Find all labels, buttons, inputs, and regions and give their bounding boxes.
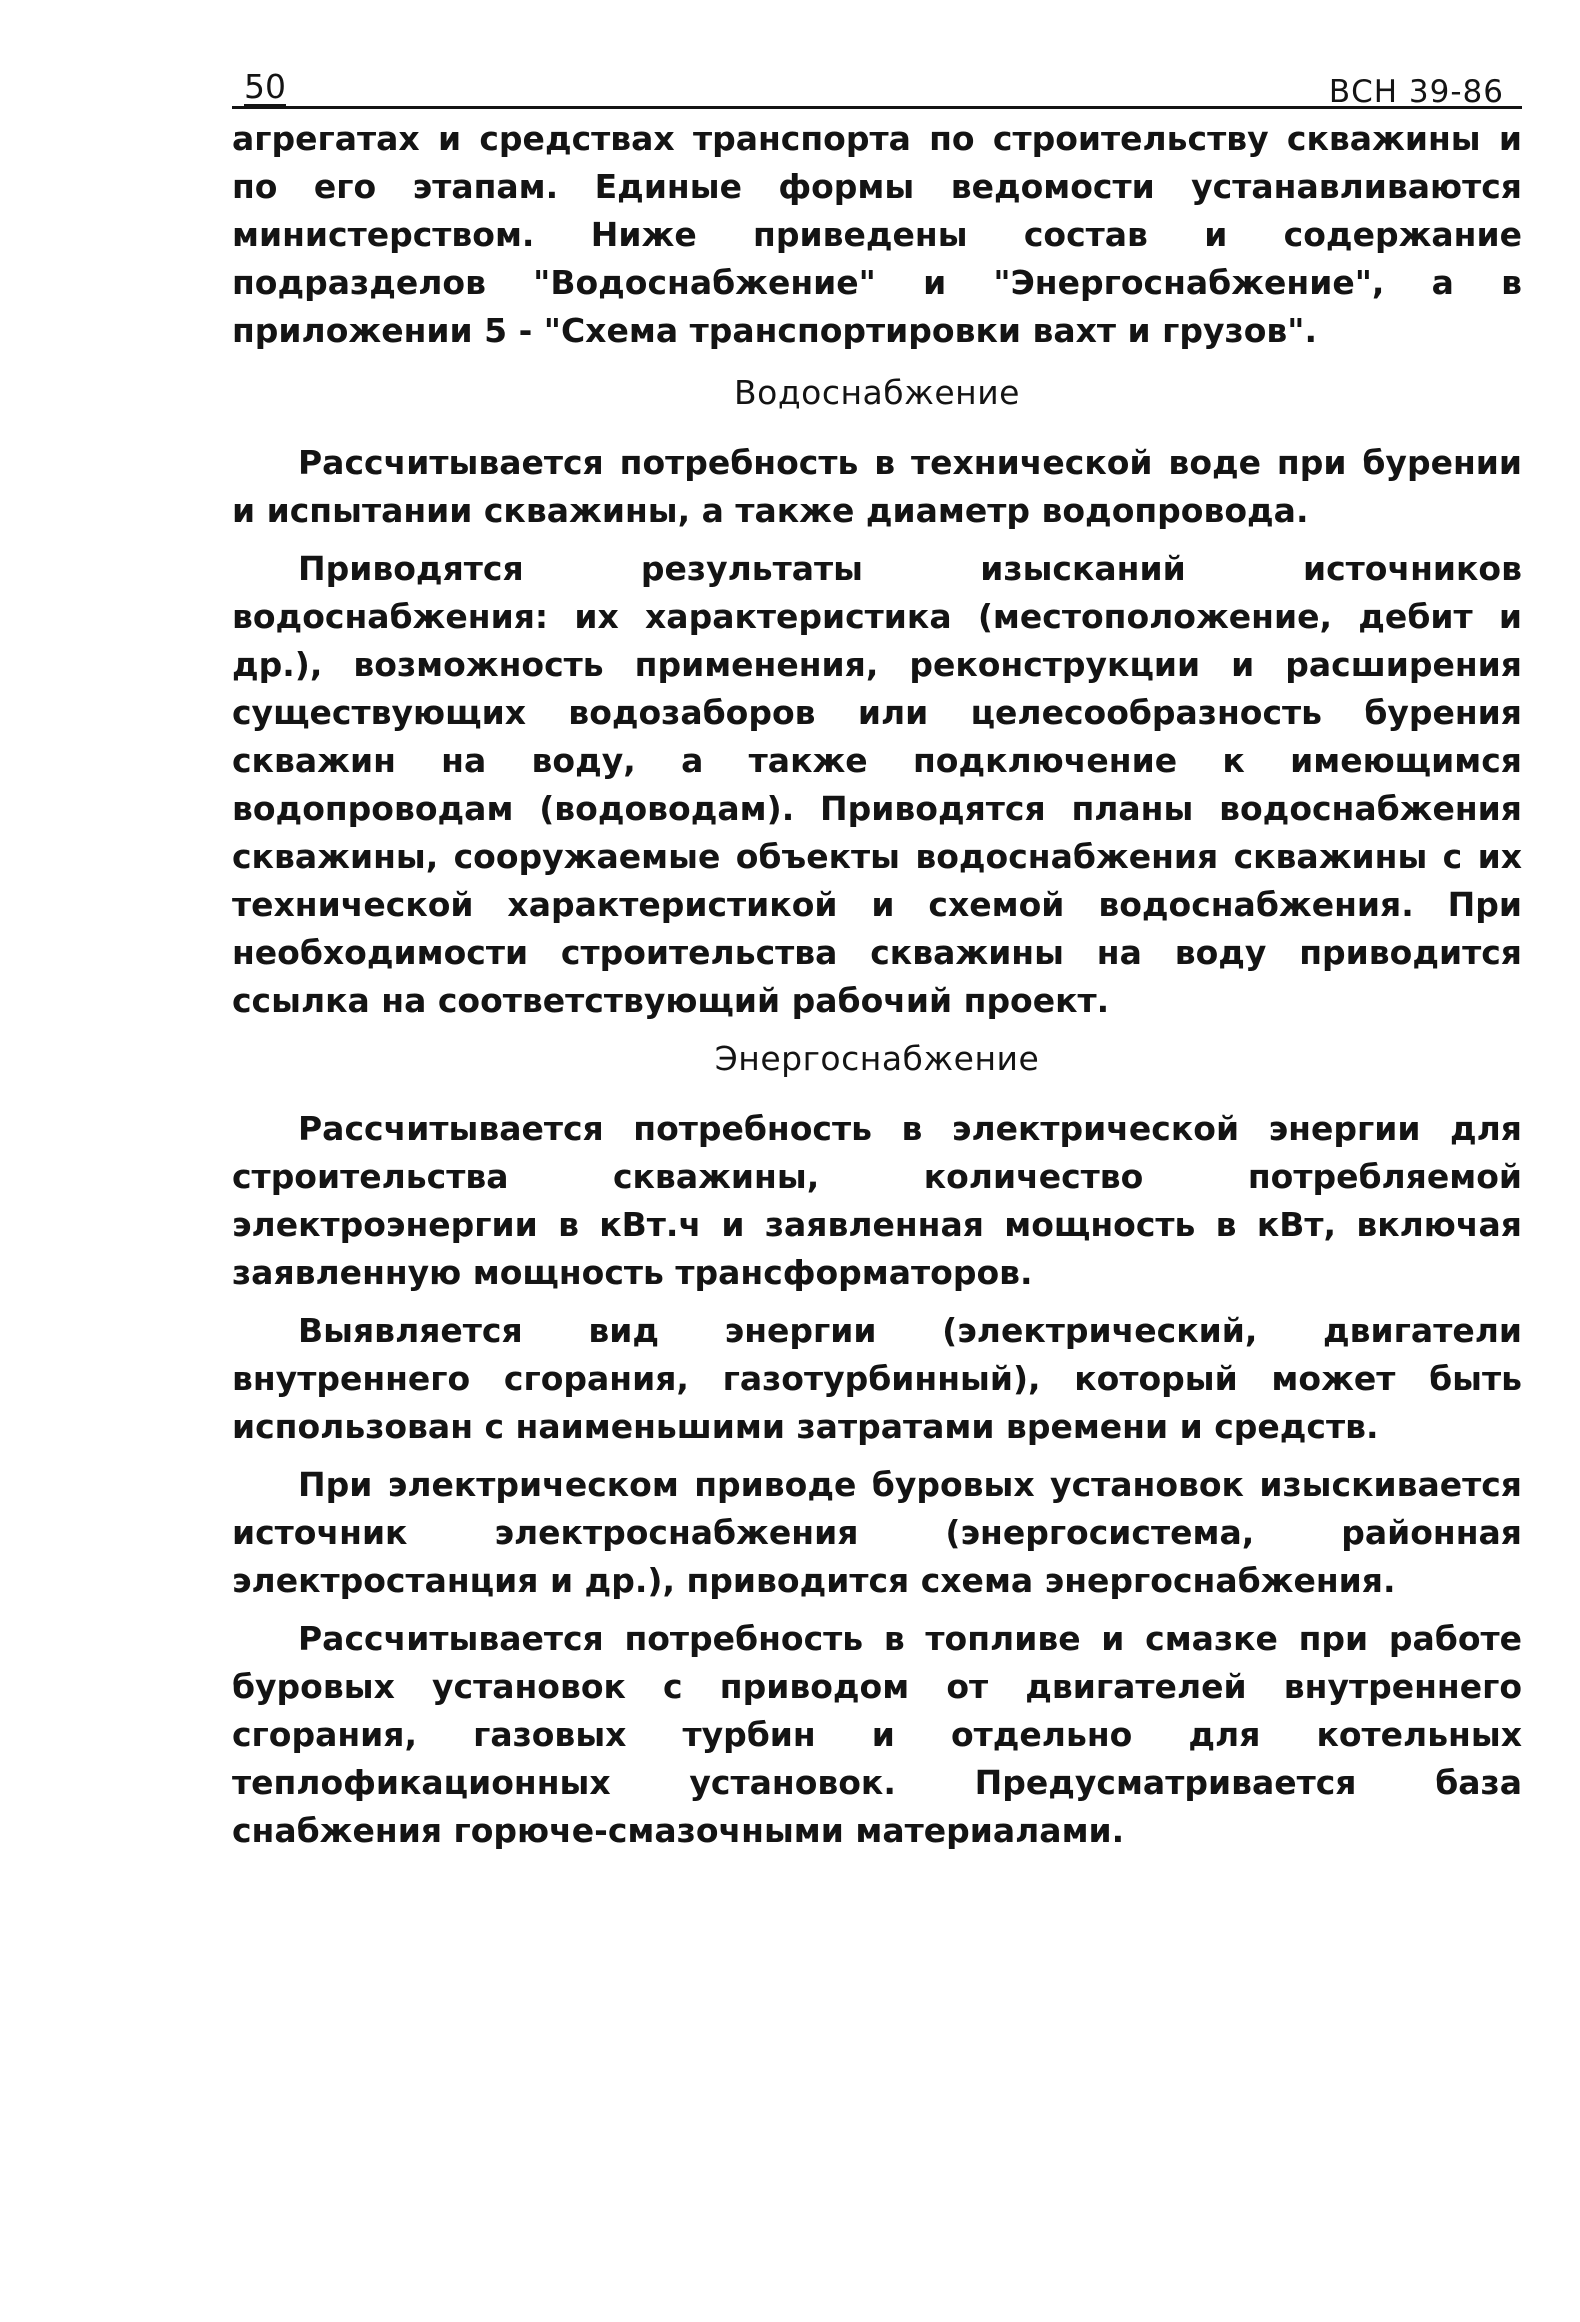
water-supply-paragraph-2: Приводятся результаты изысканий источников водоснабжения: их характеристика (местоположение, дебит и др.), возможность применения, реконструкции и расширения существующих водозаборов или целесообразность бурения скважин на воду, а также подключение к имеющимся водопроводам (водоводам). Приводятся планы водоснабжения скважины, сооружаемые объекты водоснабжения скважины с их технической характеристикой и схемой водоснабжения. При необходимости строительства скважины на воду приводится ссылка на соответствующий рабочий проект. (232, 549, 1522, 1020)
energy-supply-paragraph-3: При электрическом приводе буровых установок изыскивается источник электроснабжения (энергосистема, районная электростанция и др.), приводится схема энергоснабжения. (232, 1465, 1522, 1600)
section-heading-energy-supply: Энергоснабжение (714, 1039, 1040, 1078)
page-number: 50 (244, 67, 286, 106)
document-body (232, 115, 1522, 1855)
energy-supply-paragraph-1: Рассчитывается потребность в электрической энергии для строительства скважины, количество потребляемой электроэнергии в кВт.ч и заявленная мощность в кВт, включая заявленную мощность трансформаторов. (232, 1109, 1522, 1292)
energy-supply-paragraph-4: Рассчитывается потребность в топливе и смазке при работе буровых установок с приводом от двигателей внутреннего сгорания, газовых турбин и отдельно для котельных теплофикационных установок. Предусматривается база снабжения горюче-смазочными материалами. (232, 1619, 1522, 1850)
intro-paragraph: агрегатах и средствах транспорта по строительству скважины и по его этапам. Единые формы ведомости устанавливаются министерством. Ниже приведены состав и содержание подразделов "Водоснабжение" и "Энергоснабжение", а в приложении 5 - "Схема транспортировки вахт и грузов". (232, 119, 1522, 350)
section-heading-water-supply: Водоснабжение (734, 373, 1020, 412)
page-header (232, 62, 1522, 109)
document-page (232, 62, 1522, 1865)
document-code: ВСН 39-86 (1328, 74, 1504, 110)
energy-supply-paragraph-2: Выявляется вид энергии (электрический, двигатели внутреннего сгорания, газотурбинный), который может быть использован с наименьшими затратами времени и средств. (232, 1311, 1522, 1446)
water-supply-paragraph-1: Рассчитывается потребность в технической воде при бурении и испытании скважины, а также диаметр водопровода. (232, 443, 1522, 530)
